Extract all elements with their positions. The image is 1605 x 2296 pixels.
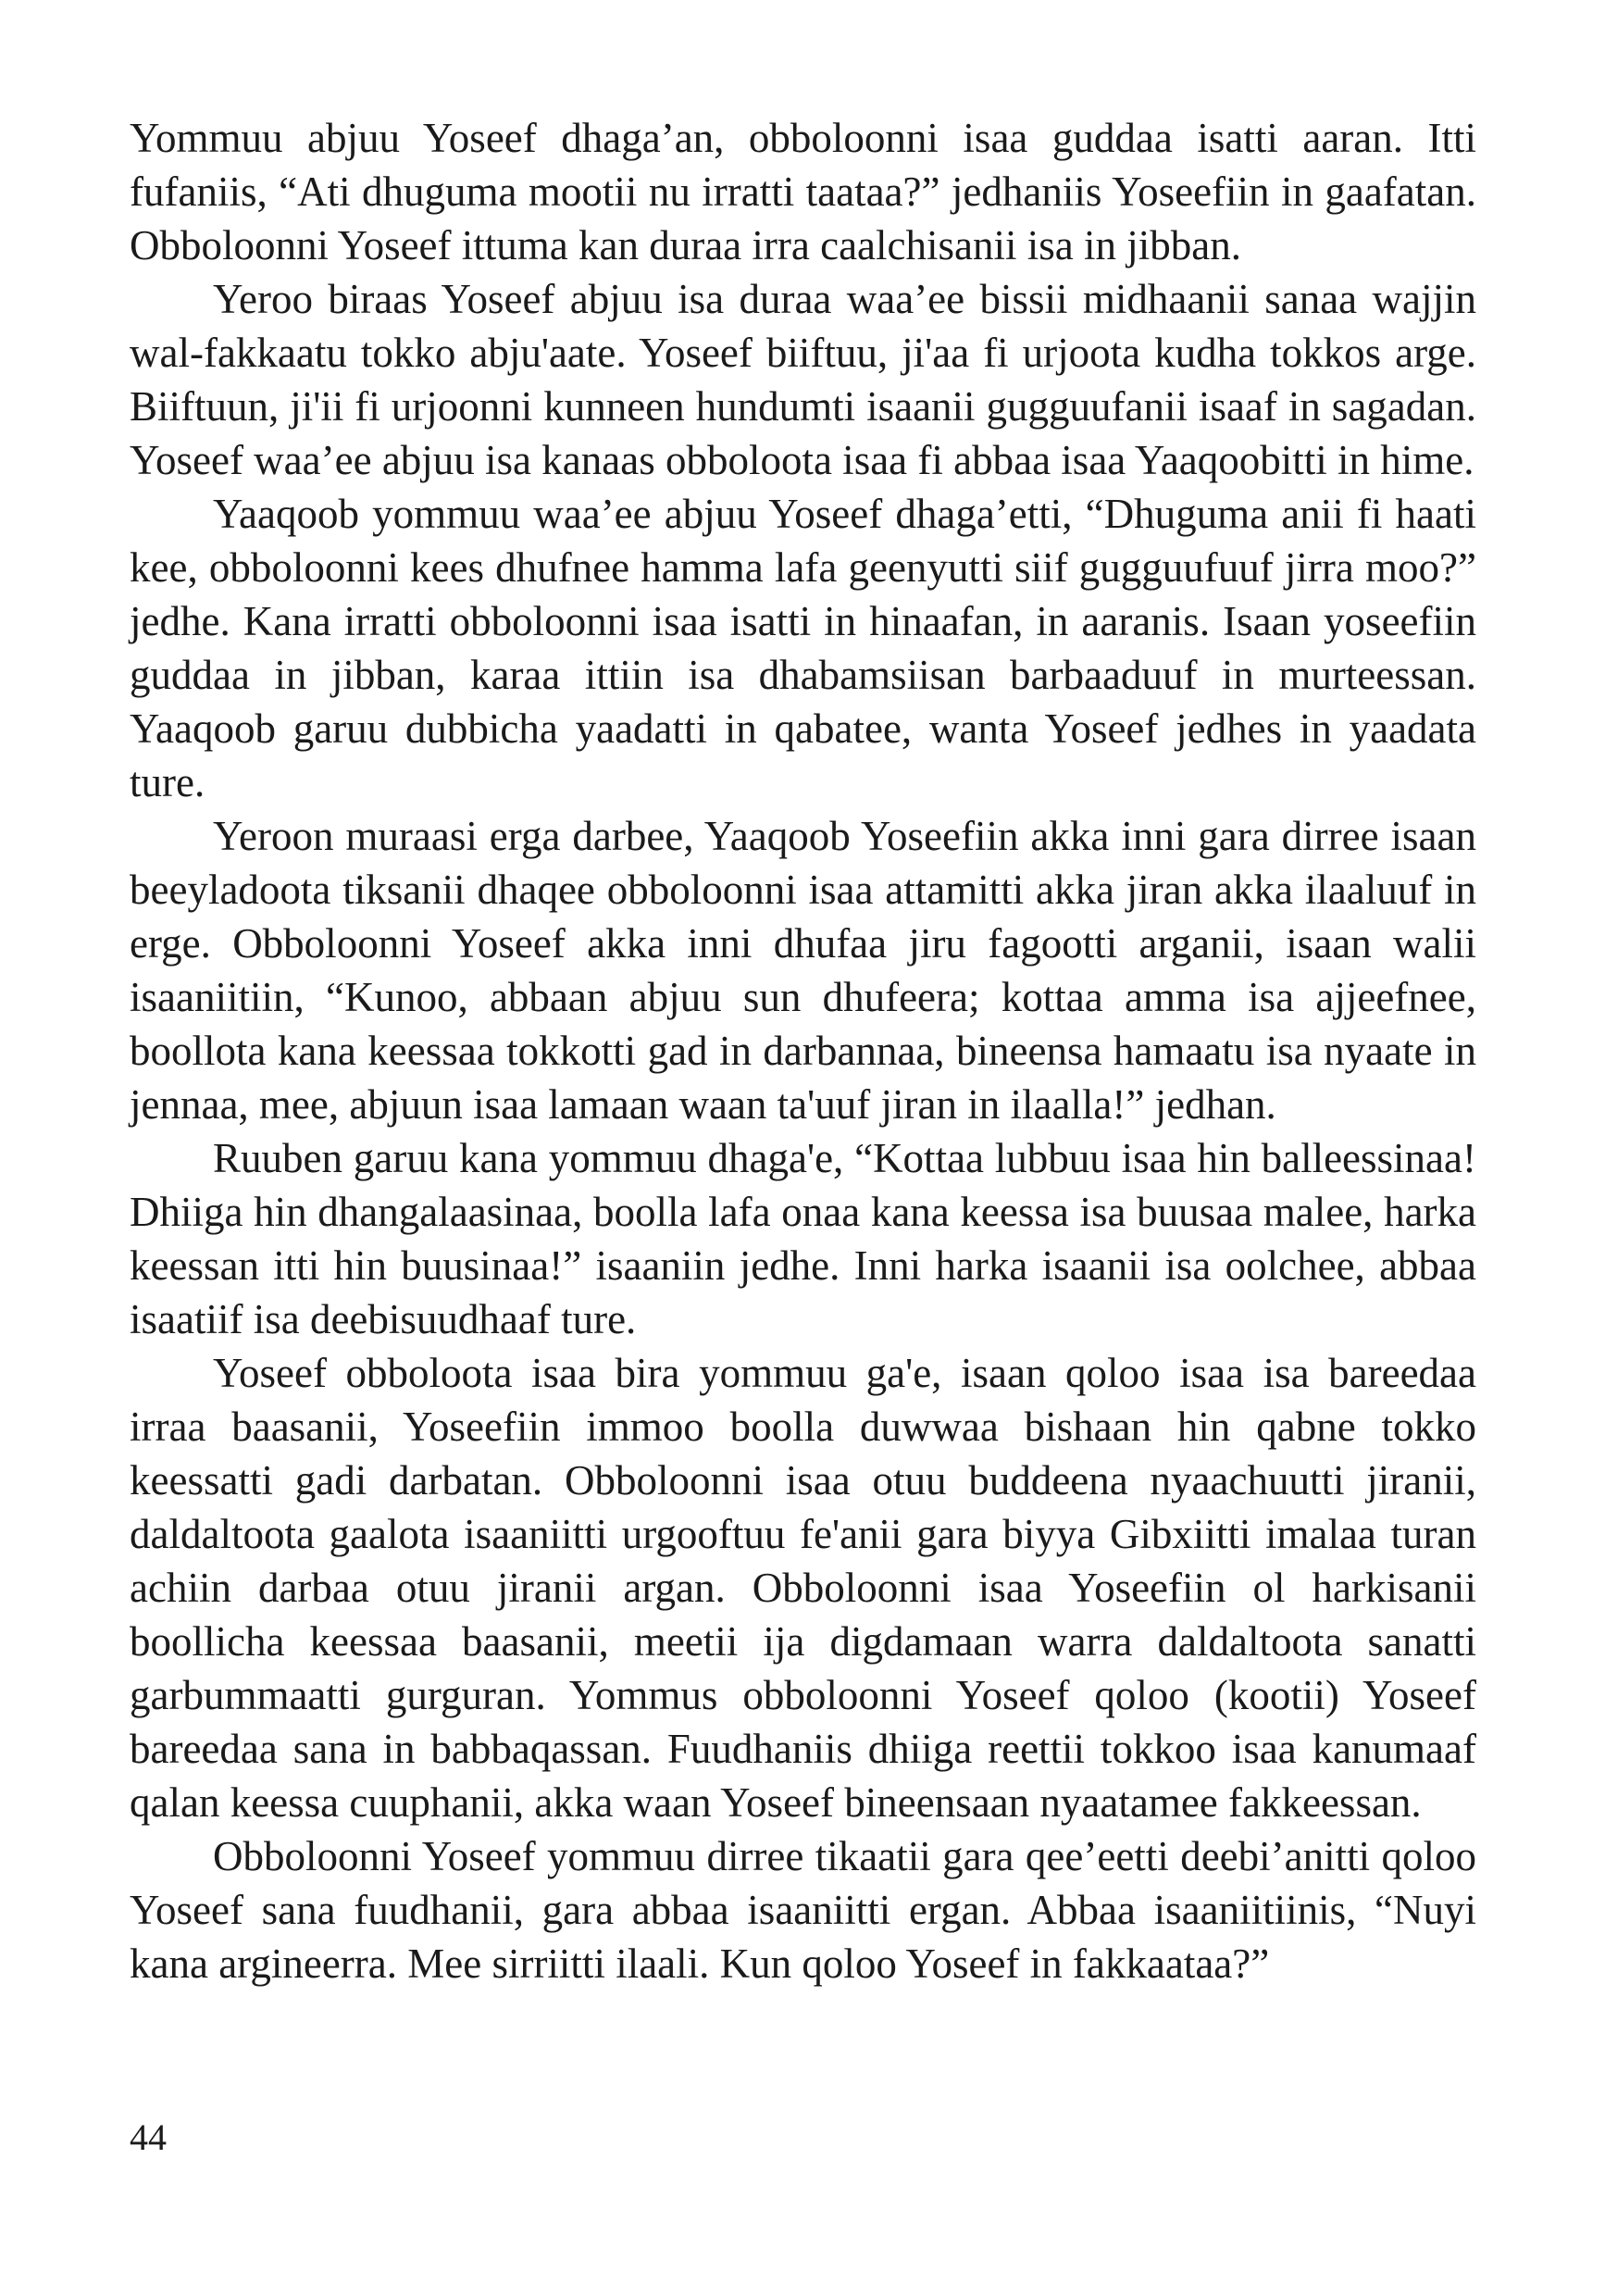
paragraph-6: Yoseef obboloota isaa bira yommuu ga'e, isaan qoloo isaa isa bareedaa irraa baasanii, Yoseefiin immoo boolla duwwaa bishaan hin qabne tokko keessatti gadi darbatan. Obboloonni isaa otuu buddeena nyaachuutti jiranii, daldaltoota gaalota isaaniitti urgooftuu fe'anii gara biyya Gibxiitti imalaa turan achiin darbaa otuu jiranii argan. Obboloonni isaa Yoseefiin ol harkisanii boollicha keessaa baasanii, meetii ija digdamaan warra daldaltoota sanatti garbummaatti gurguran. Yommus obboloonni Yoseef qoloo (kootii) Yoseef bareedaa sana in babbaqassan. Fuudhaniis dhiiga reettii tokkoo isaa kanumaaf qalan keessa cuuphanii, akka waan Yoseef bineensaan nyaatamee fakkeessan. [130, 1350, 1476, 1826]
paragraph-1: Yommuu abjuu Yoseef dhaga’an, obboloonni isaa guddaa isatti aaran. Itti fufaniis, “Ati dhuguma mootii nu irratti taataa?” jedhaniis Yoseefiin in gaafatan. Obboloonni Yoseef ittuma kan duraa irra caalchisanii isa in jibban. [130, 115, 1476, 268]
page-body [130, 111, 1476, 1990]
paragraph-3: Yaaqoob yommuu waa’ee abjuu Yoseef dhaga’etti, “Dhuguma anii fi haati kee, obboloonni kees dhufnee hamma lafa geenyutti siif gugguufuuf jirra moo?” jedhe. Kana irratti obboloonni isaa isatti in hinaafan, in aaranis. Isaan yoseefiin guddaa in jibban, karaa ittiin isa dhabamsiisan barbaaduuf in murteessan. Yaaqoob garuu dubbicha yaadatti in qabatee, wanta Yoseef jedhes in yaadata ture. [130, 491, 1476, 805]
paragraph-2: Yeroo biraas Yoseef abjuu isa duraa waa’ee bissii midhaanii sanaa wajjin wal-fakkaatu tokko abju'aate. Yoseef biiftuu, ji'aa fi urjoota kudha tokkos arge. Biiftuun, ji'ii fi urjoonni kunneen hundumti isaanii gugguufanii isaaf in sagadan. Yoseef waa’ee abjuu isa kanaas obboloota isaa fi abbaa isaa Yaaqoobitti in hime. [130, 276, 1476, 483]
paragraph-7: Obboloonni Yoseef yommuu dirree tikaatii gara qee’eetti deebi’anitti qoloo Yoseef sana fuudhanii, gara abbaa isaaniitti ergan. Abbaa isaaniitiinis, “Nuyi kana argineerra. Mee sirriitti ilaali. Kun qoloo Yoseef in fakkaataa?” [130, 1833, 1476, 1987]
page-number: 44 [130, 2116, 167, 2158]
paragraph-5: Ruuben garuu kana yommuu dhaga'e, “Kottaa lubbuu isaa hin balleessinaa! Dhiiga hin dhangalaasinaa, boolla lafa onaa kana keessa isa buusaa malee, harka keessan itti hin buusinaa!” isaaniin jedhe. Inni harka isaanii isa oolchee, abbaa isaatiif isa deebisuudhaaf ture. [130, 1135, 1476, 1342]
paragraph-4: Yeroon muraasi erga darbee, Yaaqoob Yoseefiin akka inni gara dirree isaan beeyladoota tiksanii dhaqee obboloonni isaa attamitti akka jiran akka ilaaluuf in erge. Obboloonni Yoseef akka inni dhufaa jiru fagootti arganii, isaan walii isaaniitiin, “Kunoo, abbaan abjuu sun dhufeera; kottaa amma isa ajjeefnee, boollota kana keessaa tokkotti gad in darbannaa, bineensa hamaatu isa nyaate in jennaa, mee, abjuun isaa lamaan waan ta'uuf jiran in ilaalla!” jedhan. [130, 813, 1476, 1128]
